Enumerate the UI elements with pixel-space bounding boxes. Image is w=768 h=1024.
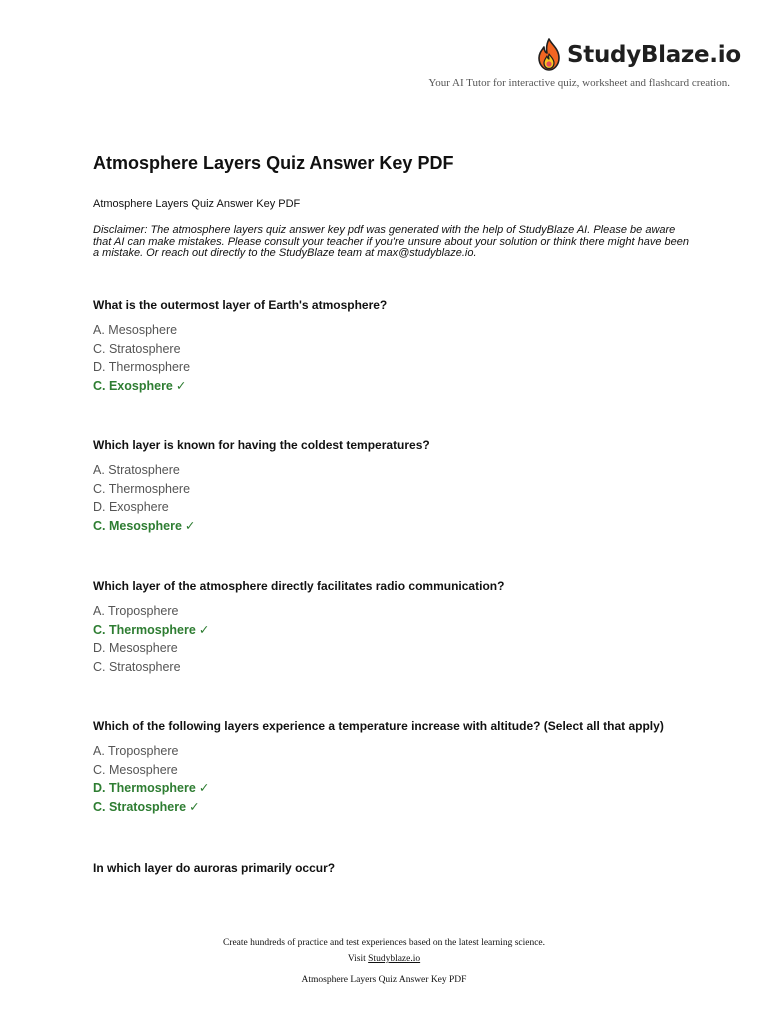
question-block [93,438,733,535]
answer-option: D. Mesosphere [93,641,178,655]
question-text: Which layer is known for having the coldest temperatures? [93,438,430,452]
document-title: Atmosphere Layers Quiz Answer Key PDF [93,153,454,173]
question-text: Which layer of the atmosphere directly facilitates radio communication? [93,579,505,593]
brand-name: StudyBlaze.io [567,42,741,68]
question-block [93,861,733,884]
check-icon: ✓ [189,799,200,814]
check-icon: ✓ [198,781,210,795]
disclaimer-text: Disclaimer: The atmosphere layers quiz answer key pdf was generated with the help of StudyBlaze AI. Please be aware that AI can make mistakes. Please consult your teacher if you're unsure about your solution or think there might have been a mistake. Or reach out directly to the StudyBlaze team at max@studyblaze.io. [93,224,690,259]
answer-option: A. Troposphere [93,744,179,758]
answer-option: C. Thermosphere [93,481,191,496]
question-text: In which layer do auroras primarily occur? [93,861,336,875]
check-icon: ✓ [175,378,187,393]
question-text: Which of the following layers experience a temperature increase with altitude? (Select all that apply) [93,719,664,733]
studyblaze-link[interactable]: Studyblaze.io [368,954,421,964]
answer-option: D. Thermosphere [93,360,191,374]
tagline: Your AI Tutor for interactive quiz, worksheet and flashcard creation. [428,77,730,89]
check-icon: ✓ [184,518,196,533]
document-subtitle: Atmosphere Layers Quiz Answer Key PDF [93,198,301,210]
question-text: What is the outermost layer of Earth's atmosphere? [93,298,388,312]
correct-answer-option: C. Stratosphere ✓ [93,799,200,814]
question-block [93,298,733,395]
answer-option: A. Mesosphere [93,323,178,337]
answer-option: C. Stratosphere [93,659,181,674]
correct-answer-option: C. Exosphere ✓ [93,378,187,393]
question-block [93,579,733,676]
answer-option: D. Exosphere [93,500,169,514]
answer-option: A. Troposphere [93,604,179,618]
footer-promo: Create hundreds of practice and test experiences based on the latest learning science. [222,938,546,948]
answer-option: A. Stratosphere [93,463,180,477]
question-block [93,719,733,816]
answer-option: C. Mesosphere [93,762,178,777]
answer-option: C. Stratosphere [93,341,181,356]
footer-visit [0,954,768,964]
correct-answer-option: C. Mesosphere ✓ [93,518,196,533]
correct-answer-option: D. Thermosphere ✓ [93,781,210,795]
studyblaze-logo [535,38,741,72]
footer-doc-name: Atmosphere Layers Quiz Answer Key PDF [301,975,467,985]
correct-answer-option: C. Thermosphere ✓ [93,622,210,637]
flame-icon [535,38,563,72]
footer-visit-prefix: Visit [347,954,369,964]
check-icon: ✓ [198,622,210,637]
